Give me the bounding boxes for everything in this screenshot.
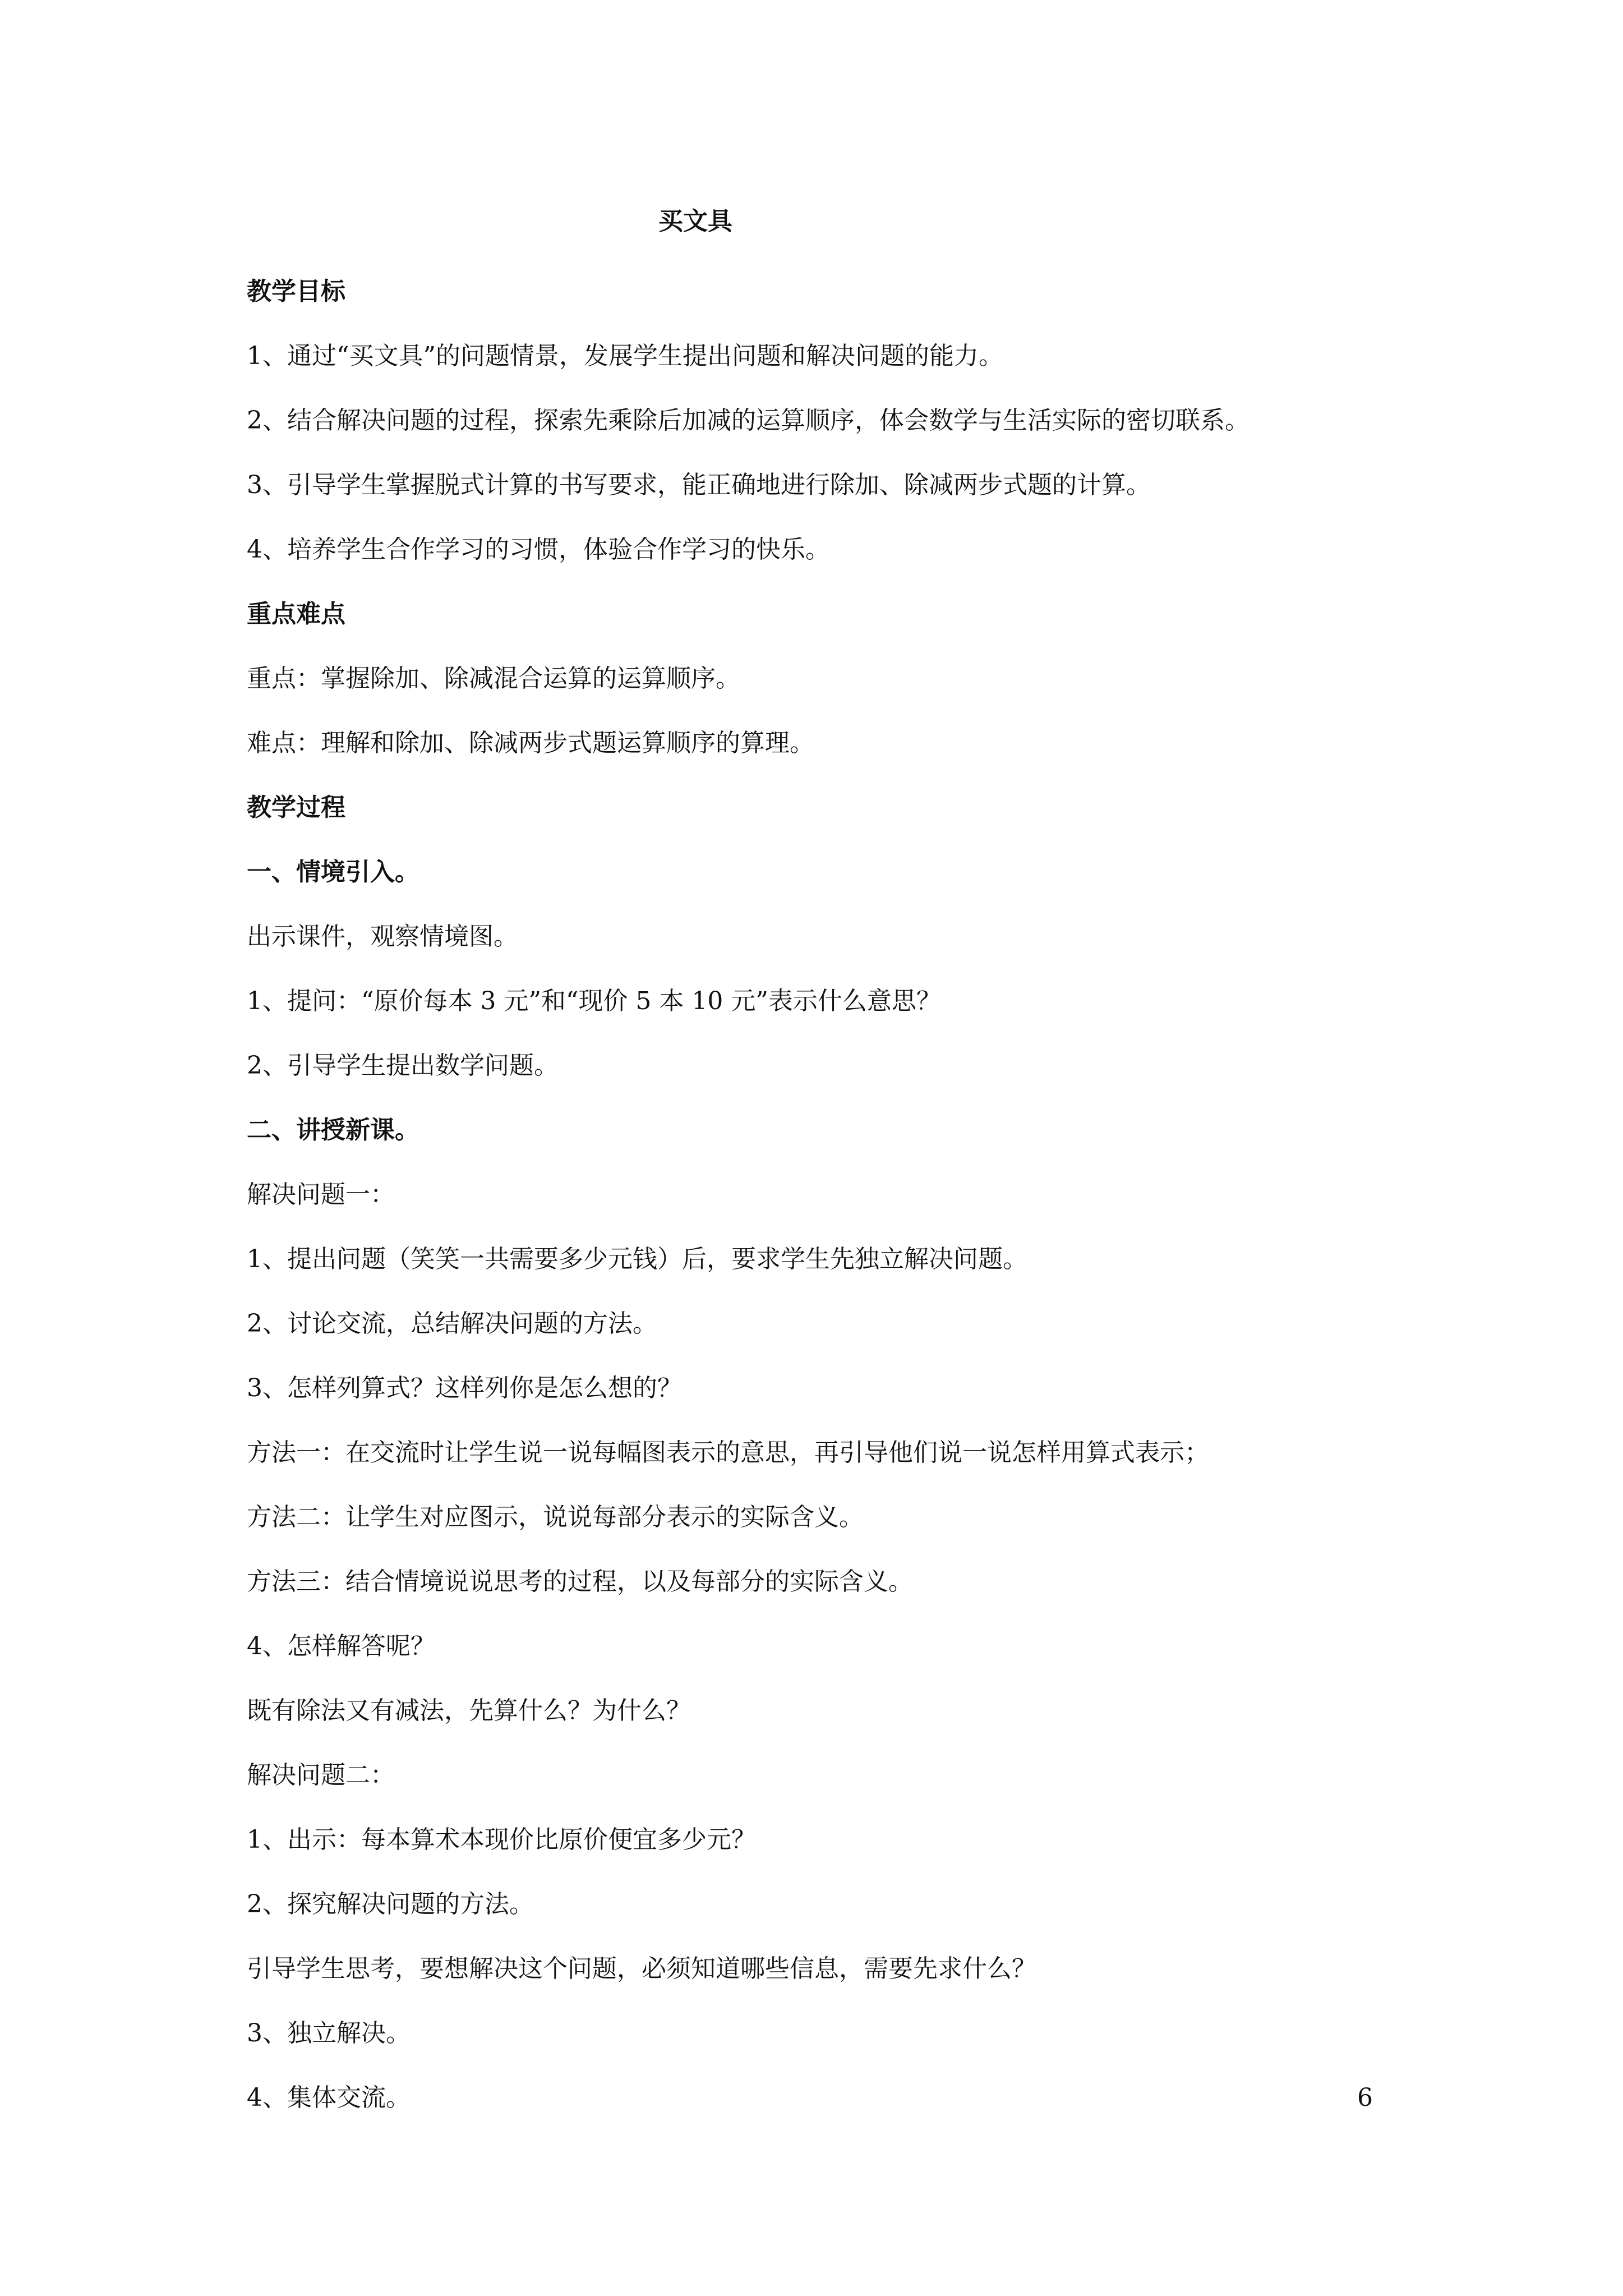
section-heading: 教学过程 xyxy=(247,793,345,822)
paragraph-line: 2、讨论交流，总结解决问题的方法。 xyxy=(247,1309,657,1338)
paragraph-line: 4、培养学生合作学习的习惯，体验合作学习的快乐。 xyxy=(247,535,830,564)
paragraph-line: 既有除法又有减法，先算什么？为什么？ xyxy=(247,1696,691,1725)
paragraph-line: 引导学生思考，要想解决这个问题，必须知道哪些信息，需要先求什么？ xyxy=(247,1954,1036,1983)
paragraph-line: 3、独立解决。 xyxy=(247,2019,411,2047)
paragraph-line: 3、引导学生掌握脱式计算的书写要求，能正确地进行除加、除减两步式题的计算。 xyxy=(247,471,1151,499)
paragraph-line: 2、结合解决问题的过程，探索先乘除后加减的运算顺序，体会数学与生活实际的密切联系。 xyxy=(247,406,1249,435)
document-body xyxy=(247,275,1424,2146)
paragraph-line: 1、提出问题（笑笑一共需要多少元钱）后，要求学生先独立解决问题。 xyxy=(247,1245,1027,1273)
paragraph-line: 2、探究解决问题的方法。 xyxy=(247,1890,534,1918)
paragraph-line: 1、通过“买文具”的问题情景，发展学生提出问题和解决问题的能力。 xyxy=(247,342,1003,370)
paragraph-line: 重点：掌握除加、除减混合运算的运算顺序。 xyxy=(247,664,740,693)
paragraph-line: 1、提问：“原价每本 3 元”和“现价 5 本 10 元”表示什么意思？ xyxy=(247,987,941,1015)
paragraph-line: 出示课件，观察情境图。 xyxy=(247,922,518,951)
paragraph-line: 解决问题一： xyxy=(247,1180,395,1209)
paragraph-line: 4、集体交流。 xyxy=(247,2083,411,2112)
paragraph-line: 2、引导学生提出数学问题。 xyxy=(247,1051,559,1080)
section-heading: 二、讲授新课。 xyxy=(247,1116,419,1144)
document-title: 买文具 xyxy=(658,207,732,236)
page-number: 6 xyxy=(1357,2083,1373,2112)
paragraph-line: 难点：理解和除加、除减两步式题运算顺序的算理。 xyxy=(247,729,814,757)
paragraph-line: 方法三：结合情境说说思考的过程，以及每部分的实际含义。 xyxy=(247,1567,913,1596)
section-heading: 教学目标 xyxy=(247,277,345,306)
paragraph-line: 1、出示：每本算术本现价比原价便宜多少元？ xyxy=(247,1825,756,1854)
paragraph-line: 方法二：让学生对应图示，说说每部分表示的实际含义。 xyxy=(247,1503,864,1531)
section-heading: 重点难点 xyxy=(247,600,345,628)
paragraph-line: 方法一：在交流时让学生说一说每幅图表示的意思，再引导他们说一说怎样用算式表示； xyxy=(247,1438,1209,1467)
paragraph-line: 3、怎样列算式？这样列你是怎么想的？ xyxy=(247,1374,682,1402)
paragraph-line: 4、怎样解答呢？ xyxy=(247,1632,435,1660)
section-heading: 一、情境引入。 xyxy=(247,858,419,886)
paragraph-line: 解决问题二： xyxy=(247,1761,395,1789)
